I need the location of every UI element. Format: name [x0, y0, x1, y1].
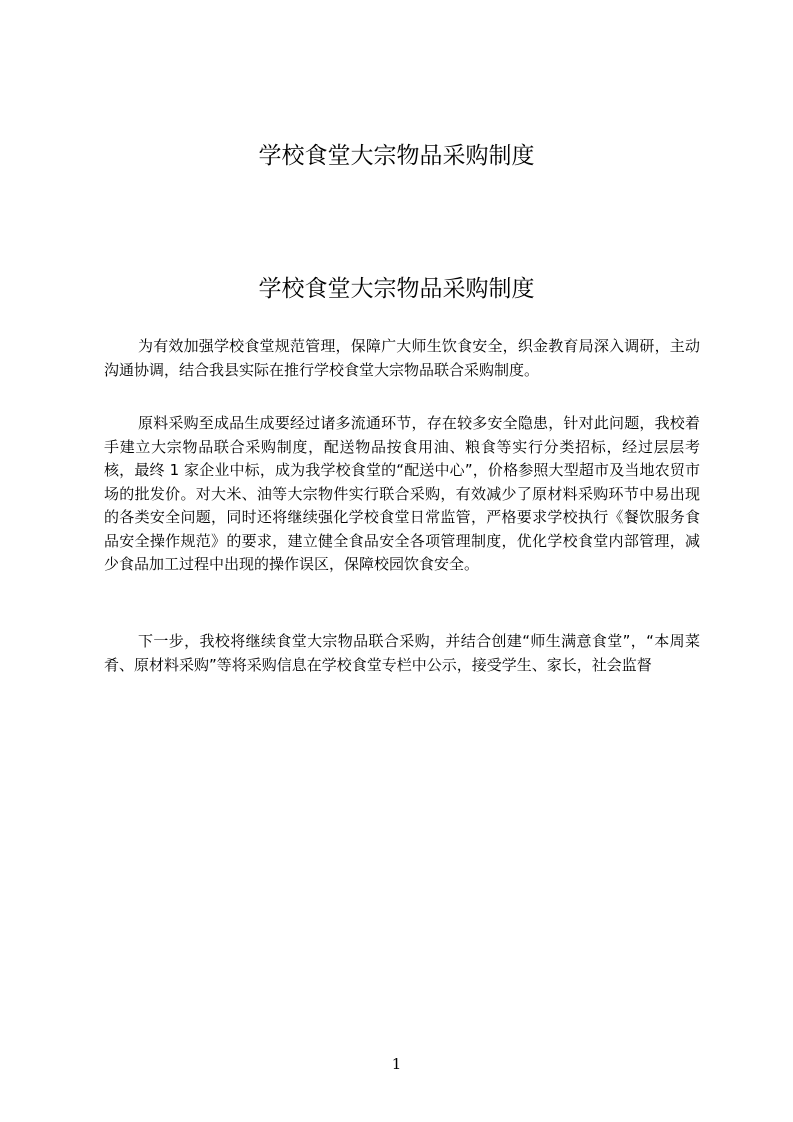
paragraph-intro: 为有效加强学校食堂规范管理，保障广大师生饮食安全，织金教育局深入调研，主动沟通协调，结合我县实际在推行学校食堂大宗物品联合采购制度。: [104, 337, 700, 379]
paragraph-procurement: 原料采购至成品生成要经过诸多流通环节，存在较多安全隐患，针对此问题，我校着手建立大宗物品联合采购制度，配送物品按食用油、粮食等实行分类招标，经过层层考核，最终 1 家企业中标，成为我学校食堂的“配送中心”，价格参照大型超市及当地农贸市场的批发价。对大米、油等大宗物件实行联合采购，有效减少了原材料采购环节中易出现的各类安全问题，同时还将继续强化学校食堂日常监管，严格要求学校执行《餐饮服务食品安全操作规范》的要求，建立健全食品安全各项管理制度，优化学校食堂内部管理，减少食品加工过程中出现的操作误区，保障校园饮食安全。: [104, 414, 700, 573]
header-title: 学校食堂大宗物品采购制度: [258, 143, 535, 169]
page-number: 1: [391, 1055, 402, 1073]
document-title: 学校食堂大宗物品采购制度: [258, 276, 535, 302]
paragraph-next-steps: 下一步，我校将继续食堂大宗物品联合采购，并结合创建“师生满意食堂”，“本周菜肴、原材料采购”等将采购信息在学校食堂专栏中公示，接受学生、家长，社会监督: [104, 632, 700, 674]
